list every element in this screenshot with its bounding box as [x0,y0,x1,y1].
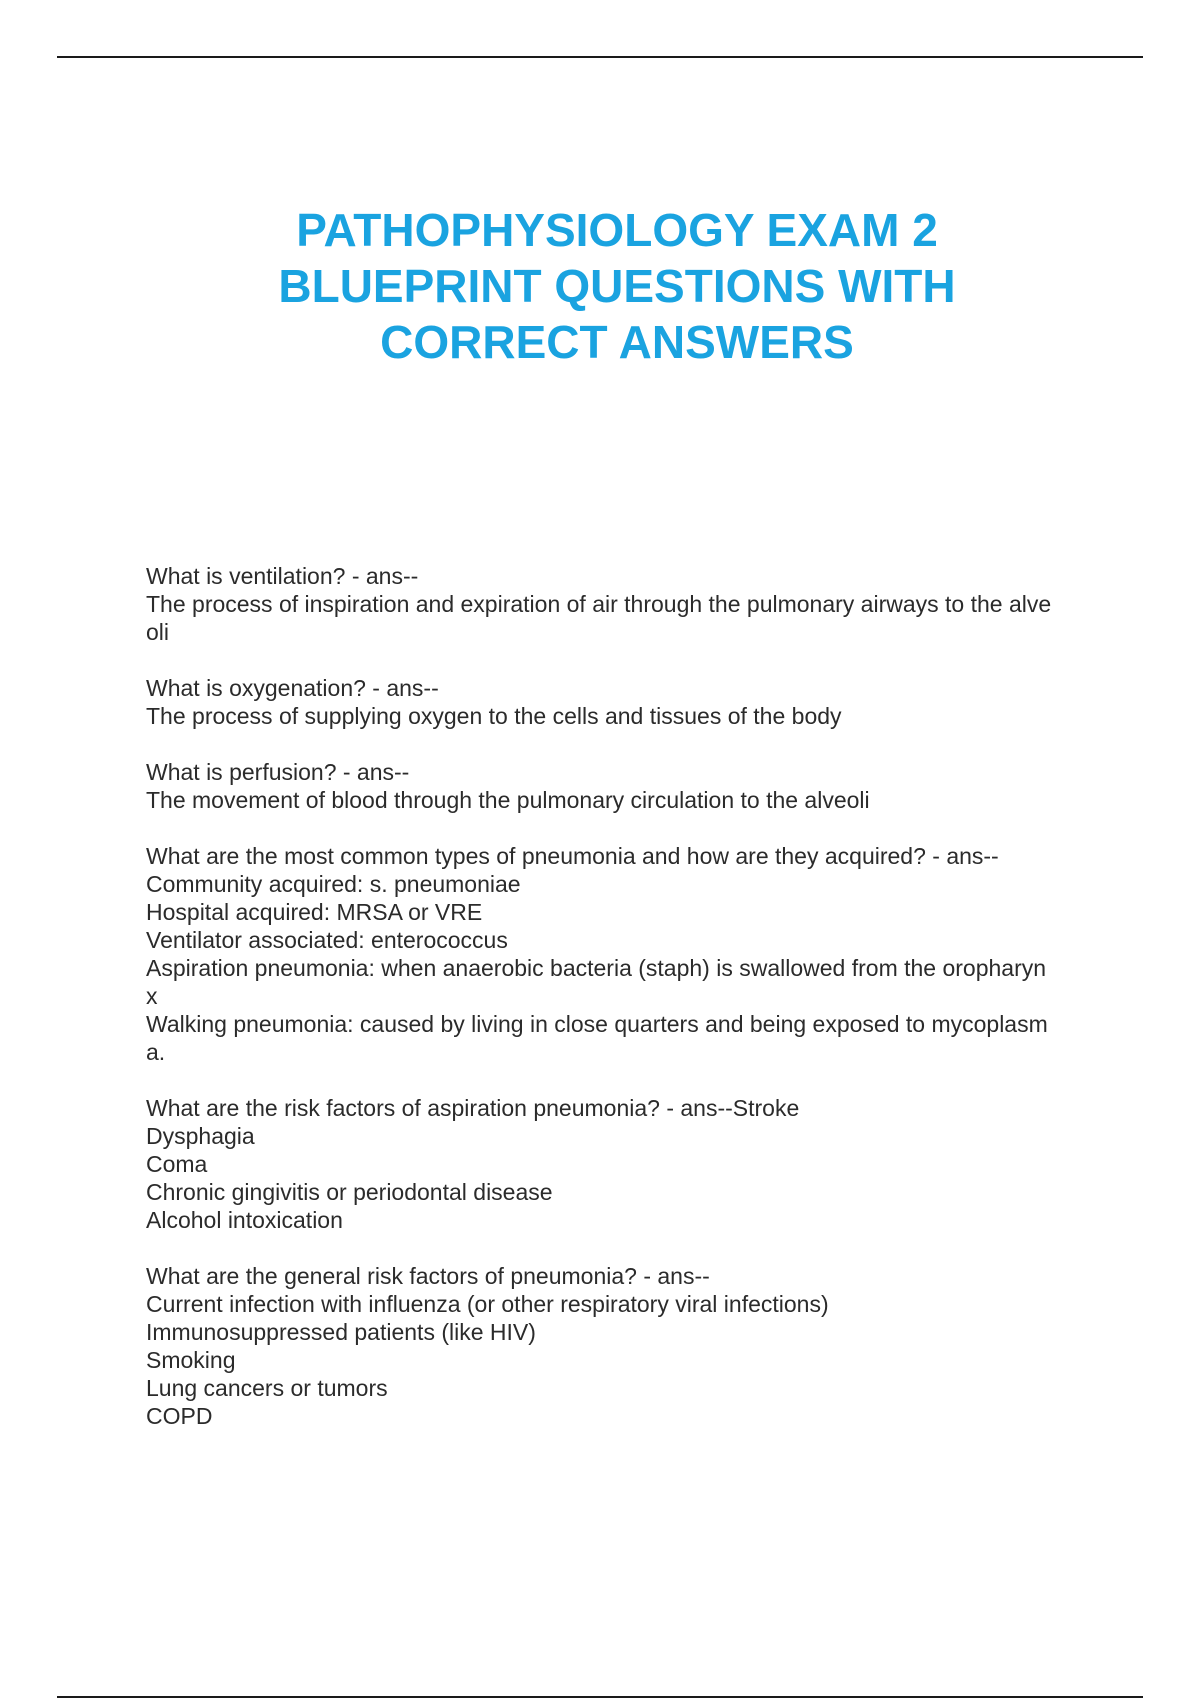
top-rule [57,56,1143,58]
answer-line: Chronic gingivitis or periodontal disease [146,1179,553,1205]
answer-line: The process of inspiration and expiration of air through the pulmonary airways to the alve [146,591,1052,617]
qa-pneumonia-types [146,842,1096,1066]
answer-line: Lung cancers or tumors [146,1375,388,1401]
qa-list [146,562,1096,1458]
answer-line: The movement of blood through the pulmonary circulation to the alveoli [146,787,870,813]
title-line: CORRECT ANSWERS [380,316,854,368]
question-line: What are the risk factors of aspiration pneumonia? - ans--Stroke [146,1095,800,1121]
question-line: What are the general risk factors of pneumonia? - ans-- [146,1263,710,1289]
answer-line: Alcohol intoxication [146,1207,343,1233]
answer-line: a. [146,1039,166,1065]
answer-line: Coma [146,1151,208,1177]
document-title [0,202,1200,370]
answer-line: x [146,983,158,1009]
answer-line: Walking pneumonia: caused by living in close quarters and being exposed to mycoplasm [146,1011,1048,1037]
answer-line: Community acquired: s. pneumoniae [146,871,521,897]
answer-line: Dysphagia [146,1123,255,1149]
question-line: What is oxygenation? - ans-- [146,675,439,701]
qa-general-risk-factors [146,1262,1096,1430]
answer-line: oli [146,619,170,645]
answer-line: Immunosuppressed patients (like HIV) [146,1319,536,1345]
title-line: BLUEPRINT QUESTIONS WITH [278,260,956,312]
answer-line: Ventilator associated: enterococcus [146,927,508,953]
answer-line: Aspiration pneumonia: when anaerobic bacteria (staph) is swallowed from the oropharyn [146,955,1047,981]
answer-line: Current infection with influenza (or other respiratory viral infections) [146,1291,829,1317]
question-line: What is perfusion? - ans-- [146,759,410,785]
bottom-rule [57,1696,1143,1698]
question-line: What is ventilation? - ans-- [146,563,419,589]
title-line: PATHOPHYSIOLOGY EXAM 2 [296,204,938,256]
qa-aspiration-risk-factors [146,1094,1096,1234]
qa-oxygenation [146,674,1096,730]
qa-ventilation [146,562,1096,646]
answer-line: The process of supplying oxygen to the cells and tissues of the body [146,703,842,729]
answer-line: Hospital acquired: MRSA or VRE [146,899,483,925]
answer-line: COPD [146,1403,213,1429]
question-line: What are the most common types of pneumonia and how are they acquired? - ans-- [146,843,999,869]
qa-perfusion [146,758,1096,814]
answer-line: Smoking [146,1347,236,1373]
